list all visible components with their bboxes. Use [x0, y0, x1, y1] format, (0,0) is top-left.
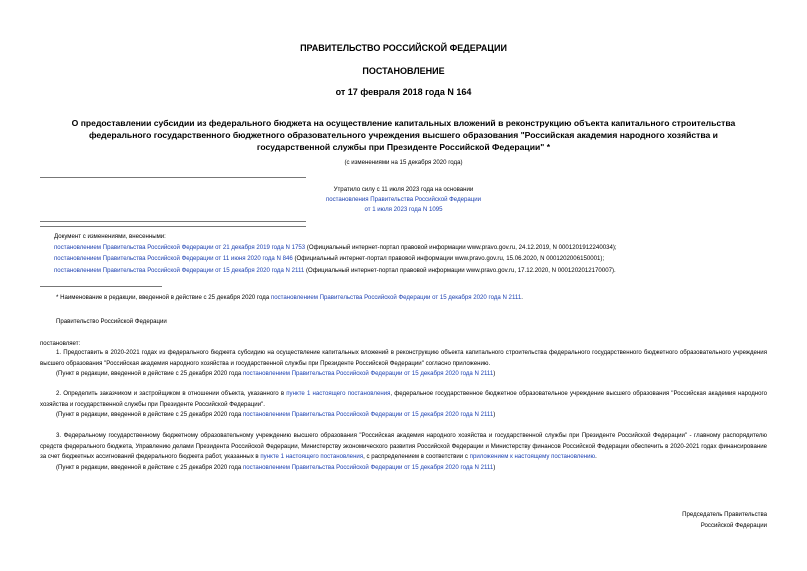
- footnote-divider: [40, 286, 162, 287]
- changes-heading: Документ с изменениями, внесенными:: [54, 233, 166, 240]
- changes-list: [54, 231, 774, 276]
- body-government: Правительство Российской Федерации: [56, 318, 167, 325]
- title-line-1: О предоставлении субсидии из федерального бюджета на осуществление капитальных вложений в реконструкцию объекта капитального строительства: [71, 118, 736, 128]
- list-item: постановлением Правительства Российской Федерации от 21 декабря 2019 года N 1753 (Официальный интернет-портал правовой информации www.pravo.gov.ru, 24.12.2019, N 0001201912240034);: [54, 244, 617, 252]
- divider: [40, 177, 306, 178]
- paragraph-3: 3. Федеральному государственному бюджетному образовательному учреждению высшего образования "Российская академия народного хозяйства и государственной службы при Президенте Российской Федерации" - главному распорядителю средств федерального бюджета, Управлению делами Президента Российской Федерации, Министерству экономического развития Российской Федерации и Министерству финансов Российской Федерации обеспечить в 2020-2021 годах финансирование за счет бюджетных ассигнований федерального бюджета работ, указанных в пункте 1 настоящего постановления, с распределением в соответствии с приложением к настоящему постановлению.: [40, 432, 767, 460]
- document-date-number: от 17 февраля 2018 года N 164: [335, 87, 472, 97]
- list-item: постановлением Правительства Российской Федерации от 15 декабря 2020 года N 2111 (Официальный интернет-портал правовой информации www.pravo.gov.ru, 17.12.2020, N 0001202012170007).: [54, 266, 616, 274]
- paragraph-1-note-link[interactable]: постановлением Правительства Российской Федерации от 15 декабря 2020 года N 2111: [242, 370, 494, 377]
- paragraph-2-note-link[interactable]: постановлением Правительства Российской Федерации от 15 декабря 2020 года N 2111: [242, 411, 494, 418]
- paragraph-2-link[interactable]: пункте 1 настоящего постановления: [286, 390, 391, 397]
- repealed-link-date[interactable]: от 1 июля 2023 года N 1095: [364, 206, 443, 213]
- change-link-1[interactable]: постановлением Правительства Российской Федерации от 21 декабря 2019 года N 1753: [54, 244, 306, 252]
- footnote: * Наименование в редакции, введенной в действие с 25 декабря 2020 года постановлением Правительства Российской Федерации от 15 декабря 2020 года N 2111.: [56, 294, 523, 301]
- body-decrees: постановляет:: [40, 340, 81, 347]
- paragraph-3-note-link[interactable]: постановлением Правительства Российской Федерации от 15 декабря 2020 года N 2111: [242, 463, 494, 471]
- signature-title: Председатель Правительства: [682, 511, 767, 518]
- amended-note: (с изменениями на 15 декабря 2020 года): [344, 159, 463, 166]
- paragraph-3-note: (Пункт в редакции, введенной в действие с 25 декабря 2020 года постановлением Правительства Российской Федерации от 15 декабря 2020 года N 2111): [56, 463, 496, 471]
- paragraph-3-link-2[interactable]: приложением к настоящему постановлению: [469, 453, 596, 460]
- document-title: [40, 117, 767, 153]
- document-type: ПОСТАНОВЛЕНИЕ: [362, 66, 445, 76]
- paragraph-2: 2. Определить заказчиком и застройщиком в отношении объекта, указанного в пункте 1 настоящего постановления, федеральное государственное бюджетное образовательное учреждение высшего образования "Российская академия народного хозяйства и государственной службы при Президенте Российской Федерации".: [40, 390, 768, 408]
- repealed-notice: [0, 185, 807, 215]
- government-heading: ПРАВИТЕЛЬСТВО РОССИЙСКОЙ ФЕДЕРАЦИИ: [300, 43, 507, 53]
- repealed-line: Утратило силу с 11 июля 2023 года на основании: [333, 186, 474, 193]
- divider: [40, 226, 306, 227]
- paragraph-2-block: [40, 389, 767, 421]
- title-line-2: федерального государственного бюджетного образовательного учреждения высшего образования "Российская академия народного хозяйства и: [89, 130, 718, 140]
- paragraph-1-block: [40, 348, 767, 380]
- footnote-link[interactable]: постановлением Правительства Российской Федерации от 15 декабря 2020 года N 2111: [270, 294, 522, 301]
- paragraph-1-note: (Пункт в редакции, введенной в действие с 25 декабря 2020 года постановлением Правительства Российской Федерации от 15 декабря 2020 года N 2111): [56, 370, 496, 377]
- divider: [40, 221, 306, 222]
- paragraph-2-note: (Пункт в редакции, введенной в действие с 25 декабря 2020 года постановлением Правительства Российской Федерации от 15 декабря 2020 года N 2111): [56, 411, 496, 418]
- list-item: постановлением Правительства Российской Федерации от 11 июня 2020 года N 846 (Официальный интернет-портал правовой информации www.pravo.gov.ru, 15.06.2020, N 0001202006150001);: [54, 255, 605, 263]
- paragraph-3-block: [40, 431, 767, 473]
- change-link-3[interactable]: постановлением Правительства Российской Федерации от 15 декабря 2020 года N 2111: [54, 266, 305, 274]
- signature: [682, 510, 767, 531]
- change-link-2[interactable]: постановлением Правительства Российской Федерации от 11 июня 2020 года N 846: [54, 255, 293, 263]
- repealed-link-title[interactable]: постановления Правительства Российской Федерации: [325, 196, 482, 203]
- signature-country: Российской Федерации: [700, 521, 767, 529]
- paragraph-3-link-1[interactable]: пункте 1 настоящего постановления: [260, 453, 364, 460]
- title-line-3: государственной службы при Президенте Российской Федерации" *: [256, 142, 551, 152]
- paragraph-1: 1. Предоставить в 2020-2021 годах из федерального бюджета субсидию на осуществление капитальных вложений в реконструкцию объекта капитального строительства федерального государственного бюджетного образовательного учреждения высшего образования "Российская академия народного хозяйства и государственной службы при Президенте Российской Федерации" согласно приложению.: [40, 349, 767, 367]
